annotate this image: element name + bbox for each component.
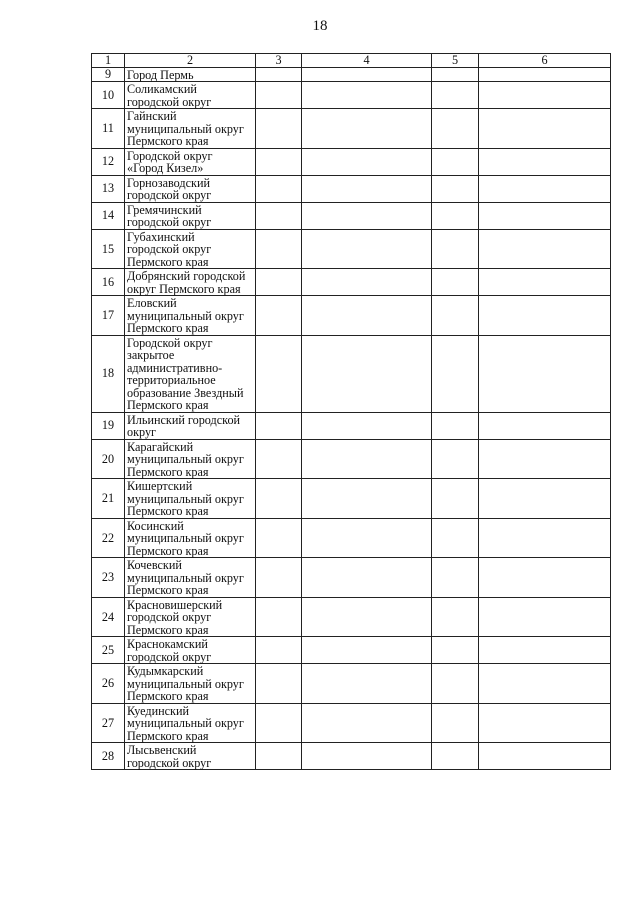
empty-cell-col-4 (302, 269, 432, 296)
empty-cell-col-5 (432, 175, 479, 202)
empty-cell-col-4 (302, 335, 432, 412)
municipality-name (125, 479, 256, 519)
row-number: 11 (92, 109, 125, 149)
municipality-name-line: Кочевский (127, 558, 182, 572)
municipality-name (125, 335, 256, 412)
municipality-name-line: Еловский (127, 296, 177, 310)
header-row (92, 54, 611, 68)
empty-cell-col-4 (302, 82, 432, 109)
empty-cell-col-5 (432, 412, 479, 439)
municipality-name-line: городской округ (127, 242, 212, 256)
municipality-name-line: муниципальный округ (127, 308, 244, 323)
empty-cell-col-6 (479, 743, 611, 770)
municipality-name-line: закрытое (127, 348, 175, 362)
empty-cell-col-4 (302, 296, 432, 336)
municipality-name-line: Косинский (127, 518, 184, 533)
row-number: 26 (92, 664, 125, 704)
empty-cell-col-6 (479, 229, 611, 269)
municipality-name (125, 597, 256, 637)
municipality-name-line: Городской округ (127, 335, 213, 350)
municipality-name-line: Пермского края (127, 583, 209, 597)
empty-cell-col-6 (479, 664, 611, 704)
table-row (92, 175, 611, 202)
municipality-name-line: Пермского края (127, 134, 209, 148)
municipality-name (125, 518, 256, 558)
empty-cell-col-6 (479, 109, 611, 149)
empty-cell-col-5 (432, 229, 479, 269)
header-cell-6: 6 (479, 54, 611, 68)
row-number: 25 (92, 637, 125, 664)
table-row (92, 229, 611, 269)
empty-cell-col-4 (302, 67, 432, 82)
municipality-name-line: округ (127, 425, 157, 439)
municipality-name (125, 269, 256, 296)
empty-cell-col-3 (256, 664, 302, 704)
municipality-name-line: «Город Кизел» (127, 161, 204, 175)
municipality-name (125, 296, 256, 336)
municipality-name-line: Кишертский (127, 479, 193, 493)
header-cell-2: 2 (125, 54, 256, 68)
header-cell-5: 5 (432, 54, 479, 68)
empty-cell-col-6 (479, 148, 611, 175)
municipality-name (125, 743, 256, 770)
row-number: 16 (92, 269, 125, 296)
row-number: 9 (92, 67, 125, 82)
empty-cell-col-5 (432, 743, 479, 770)
municipal-table (91, 53, 611, 770)
empty-cell-col-4 (302, 202, 432, 229)
municipality-name-line: Лысьвенский (127, 743, 197, 757)
empty-cell-col-5 (432, 664, 479, 704)
table-row (92, 67, 611, 82)
row-number: 10 (92, 82, 125, 109)
table-row (92, 597, 611, 637)
empty-cell-col-3 (256, 296, 302, 336)
empty-cell-col-5 (432, 558, 479, 598)
municipality-name-line: муниципальный округ (127, 491, 244, 506)
empty-cell-col-4 (302, 743, 432, 770)
empty-cell-col-5 (432, 518, 479, 558)
table-row (92, 439, 611, 479)
row-number: 12 (92, 148, 125, 175)
municipality-name-line: муниципальный округ (127, 452, 244, 466)
empty-cell-col-6 (479, 412, 611, 439)
empty-cell-col-6 (479, 703, 611, 743)
empty-cell-col-3 (256, 479, 302, 519)
municipality-name-line: Пермского края (127, 728, 209, 743)
municipality-name-line: Гайнский (127, 109, 177, 123)
municipality-name (125, 703, 256, 743)
municipality-name-line: Горнозаводский (127, 175, 210, 190)
table-row (92, 82, 611, 109)
municipality-name-line: Пермского края (127, 504, 209, 518)
row-number: 20 (92, 439, 125, 479)
municipality-name-line: Гремячинский (127, 202, 202, 217)
empty-cell-col-6 (479, 558, 611, 598)
empty-cell-col-6 (479, 479, 611, 519)
municipality-name (125, 637, 256, 664)
municipality-name (125, 558, 256, 598)
municipality-name-line: территориальное (127, 373, 216, 387)
row-number: 24 (92, 597, 125, 637)
municipality-name-line: городской округ (127, 610, 212, 624)
empty-cell-col-5 (432, 335, 479, 412)
table-row (92, 518, 611, 558)
municipality-name-line: Соликамский (127, 82, 197, 96)
municipality-name (125, 439, 256, 479)
municipality-name-line: Пермского края (127, 543, 209, 558)
row-number: 22 (92, 518, 125, 558)
empty-cell-col-6 (479, 439, 611, 479)
empty-cell-col-4 (302, 175, 432, 202)
empty-cell-col-5 (432, 67, 479, 82)
table-row (92, 109, 611, 149)
empty-cell-col-4 (302, 597, 432, 637)
empty-cell-col-3 (256, 269, 302, 296)
empty-cell-col-5 (432, 269, 479, 296)
municipality-name-line: Пермского края (127, 689, 209, 703)
empty-cell-col-6 (479, 269, 611, 296)
empty-cell-col-4 (302, 637, 432, 664)
municipality-name-line: Пермского края (127, 321, 209, 335)
row-number: 15 (92, 229, 125, 269)
municipality-name-line: городской округ (127, 649, 212, 664)
municipality-name (125, 109, 256, 149)
municipality-name-line: муниципальный округ (127, 716, 244, 730)
municipality-name-line: городской округ (127, 94, 212, 109)
municipality-name-line: Красновишерский (127, 597, 223, 612)
municipality-name-line: Кудымкарский (127, 664, 204, 678)
municipality-name-line: муниципальный округ (127, 676, 244, 691)
table-row (92, 202, 611, 229)
empty-cell-col-6 (479, 202, 611, 229)
empty-cell-col-5 (432, 597, 479, 637)
row-number: 23 (92, 558, 125, 598)
empty-cell-col-3 (256, 82, 302, 109)
municipality-name-line: образование Звездный (127, 385, 244, 400)
row-number: 19 (92, 412, 125, 439)
table-row (92, 296, 611, 336)
empty-cell-col-3 (256, 67, 302, 82)
empty-cell-col-3 (256, 439, 302, 479)
empty-cell-col-4 (302, 229, 432, 269)
municipality-name-line: Пермского края (127, 464, 209, 479)
municipality-name (125, 229, 256, 269)
municipality-name (125, 202, 256, 229)
empty-cell-col-3 (256, 518, 302, 558)
municipality-name-line: городской округ (127, 215, 212, 229)
empty-cell-col-5 (432, 202, 479, 229)
empty-cell-col-4 (302, 148, 432, 175)
municipality-name-line: Пермского края (127, 254, 209, 269)
table-row (92, 558, 611, 598)
empty-cell-col-6 (479, 518, 611, 558)
municipality-name-line: Ильинский городской (127, 412, 241, 427)
empty-cell-col-3 (256, 335, 302, 412)
empty-cell-col-4 (302, 703, 432, 743)
municipality-name-line: Пермского края (127, 622, 209, 637)
municipality-name-line: Губахинский (127, 229, 195, 244)
municipality-name-line: муниципальный округ (127, 531, 244, 545)
municipality-name (125, 664, 256, 704)
table-row (92, 412, 611, 439)
row-number: 28 (92, 743, 125, 770)
empty-cell-col-6 (479, 82, 611, 109)
empty-cell-col-5 (432, 479, 479, 519)
empty-cell-col-6 (479, 637, 611, 664)
municipality-name (125, 412, 256, 439)
municipality-name-line: Пермского края (127, 398, 209, 412)
empty-cell-col-4 (302, 558, 432, 598)
empty-cell-col-4 (302, 479, 432, 519)
municipality-name-line: Город Пермь (127, 67, 194, 82)
municipality-name-line: Городской округ (127, 148, 213, 163)
table-row (92, 479, 611, 519)
empty-cell-col-3 (256, 597, 302, 637)
empty-cell-col-4 (302, 109, 432, 149)
municipality-name-line: округ Пермского края (127, 281, 241, 296)
municipality-name (125, 67, 256, 82)
row-number: 13 (92, 175, 125, 202)
empty-cell-col-3 (256, 637, 302, 664)
row-number: 14 (92, 202, 125, 229)
page-number: 18 (312, 18, 328, 34)
municipality-name-line: городской округ (127, 188, 212, 202)
empty-cell-col-3 (256, 109, 302, 149)
table-row (92, 148, 611, 175)
row-number: 18 (92, 335, 125, 412)
table-row (92, 335, 611, 412)
empty-cell-col-6 (479, 597, 611, 637)
empty-cell-col-5 (432, 109, 479, 149)
empty-cell-col-3 (256, 743, 302, 770)
table-row (92, 269, 611, 296)
row-number: 17 (92, 296, 125, 336)
header-cell-3: 3 (256, 54, 302, 68)
empty-cell-col-4 (302, 518, 432, 558)
municipality-name (125, 82, 256, 109)
municipality-name-line: Краснокамский (127, 637, 208, 651)
empty-cell-col-3 (256, 148, 302, 175)
municipality-name-line: административно- (127, 360, 223, 375)
empty-cell-col-6 (479, 67, 611, 82)
municipality-name-line: муниципальный округ (127, 570, 244, 585)
empty-cell-col-5 (432, 703, 479, 743)
empty-cell-col-4 (302, 664, 432, 704)
empty-cell-col-5 (432, 439, 479, 479)
empty-cell-col-6 (479, 175, 611, 202)
empty-cell-col-3 (256, 175, 302, 202)
table-row (92, 703, 611, 743)
table-row (92, 664, 611, 704)
header-cell-1: 1 (92, 54, 125, 68)
empty-cell-col-5 (432, 82, 479, 109)
empty-cell-col-5 (432, 148, 479, 175)
empty-cell-col-4 (302, 439, 432, 479)
empty-cell-col-3 (256, 229, 302, 269)
empty-cell-col-3 (256, 703, 302, 743)
empty-cell-col-5 (432, 637, 479, 664)
empty-cell-col-3 (256, 558, 302, 598)
municipality-name (125, 148, 256, 175)
row-number: 21 (92, 479, 125, 519)
empty-cell-col-6 (479, 335, 611, 412)
municipality-name-line: Куединский (127, 703, 190, 718)
municipality-name-line: Карагайский (127, 439, 194, 454)
header-cell-4: 4 (302, 54, 432, 68)
table-row (92, 743, 611, 770)
municipality-name (125, 175, 256, 202)
row-number: 27 (92, 703, 125, 743)
municipality-name-line: муниципальный округ (127, 121, 244, 136)
municipality-name-line: Добрянский городской (127, 269, 246, 283)
empty-cell-col-5 (432, 296, 479, 336)
municipality-name-line: городской округ (127, 755, 212, 770)
table-row (92, 637, 611, 664)
empty-cell-col-4 (302, 412, 432, 439)
empty-cell-col-3 (256, 412, 302, 439)
empty-cell-col-3 (256, 202, 302, 229)
empty-cell-col-6 (479, 296, 611, 336)
